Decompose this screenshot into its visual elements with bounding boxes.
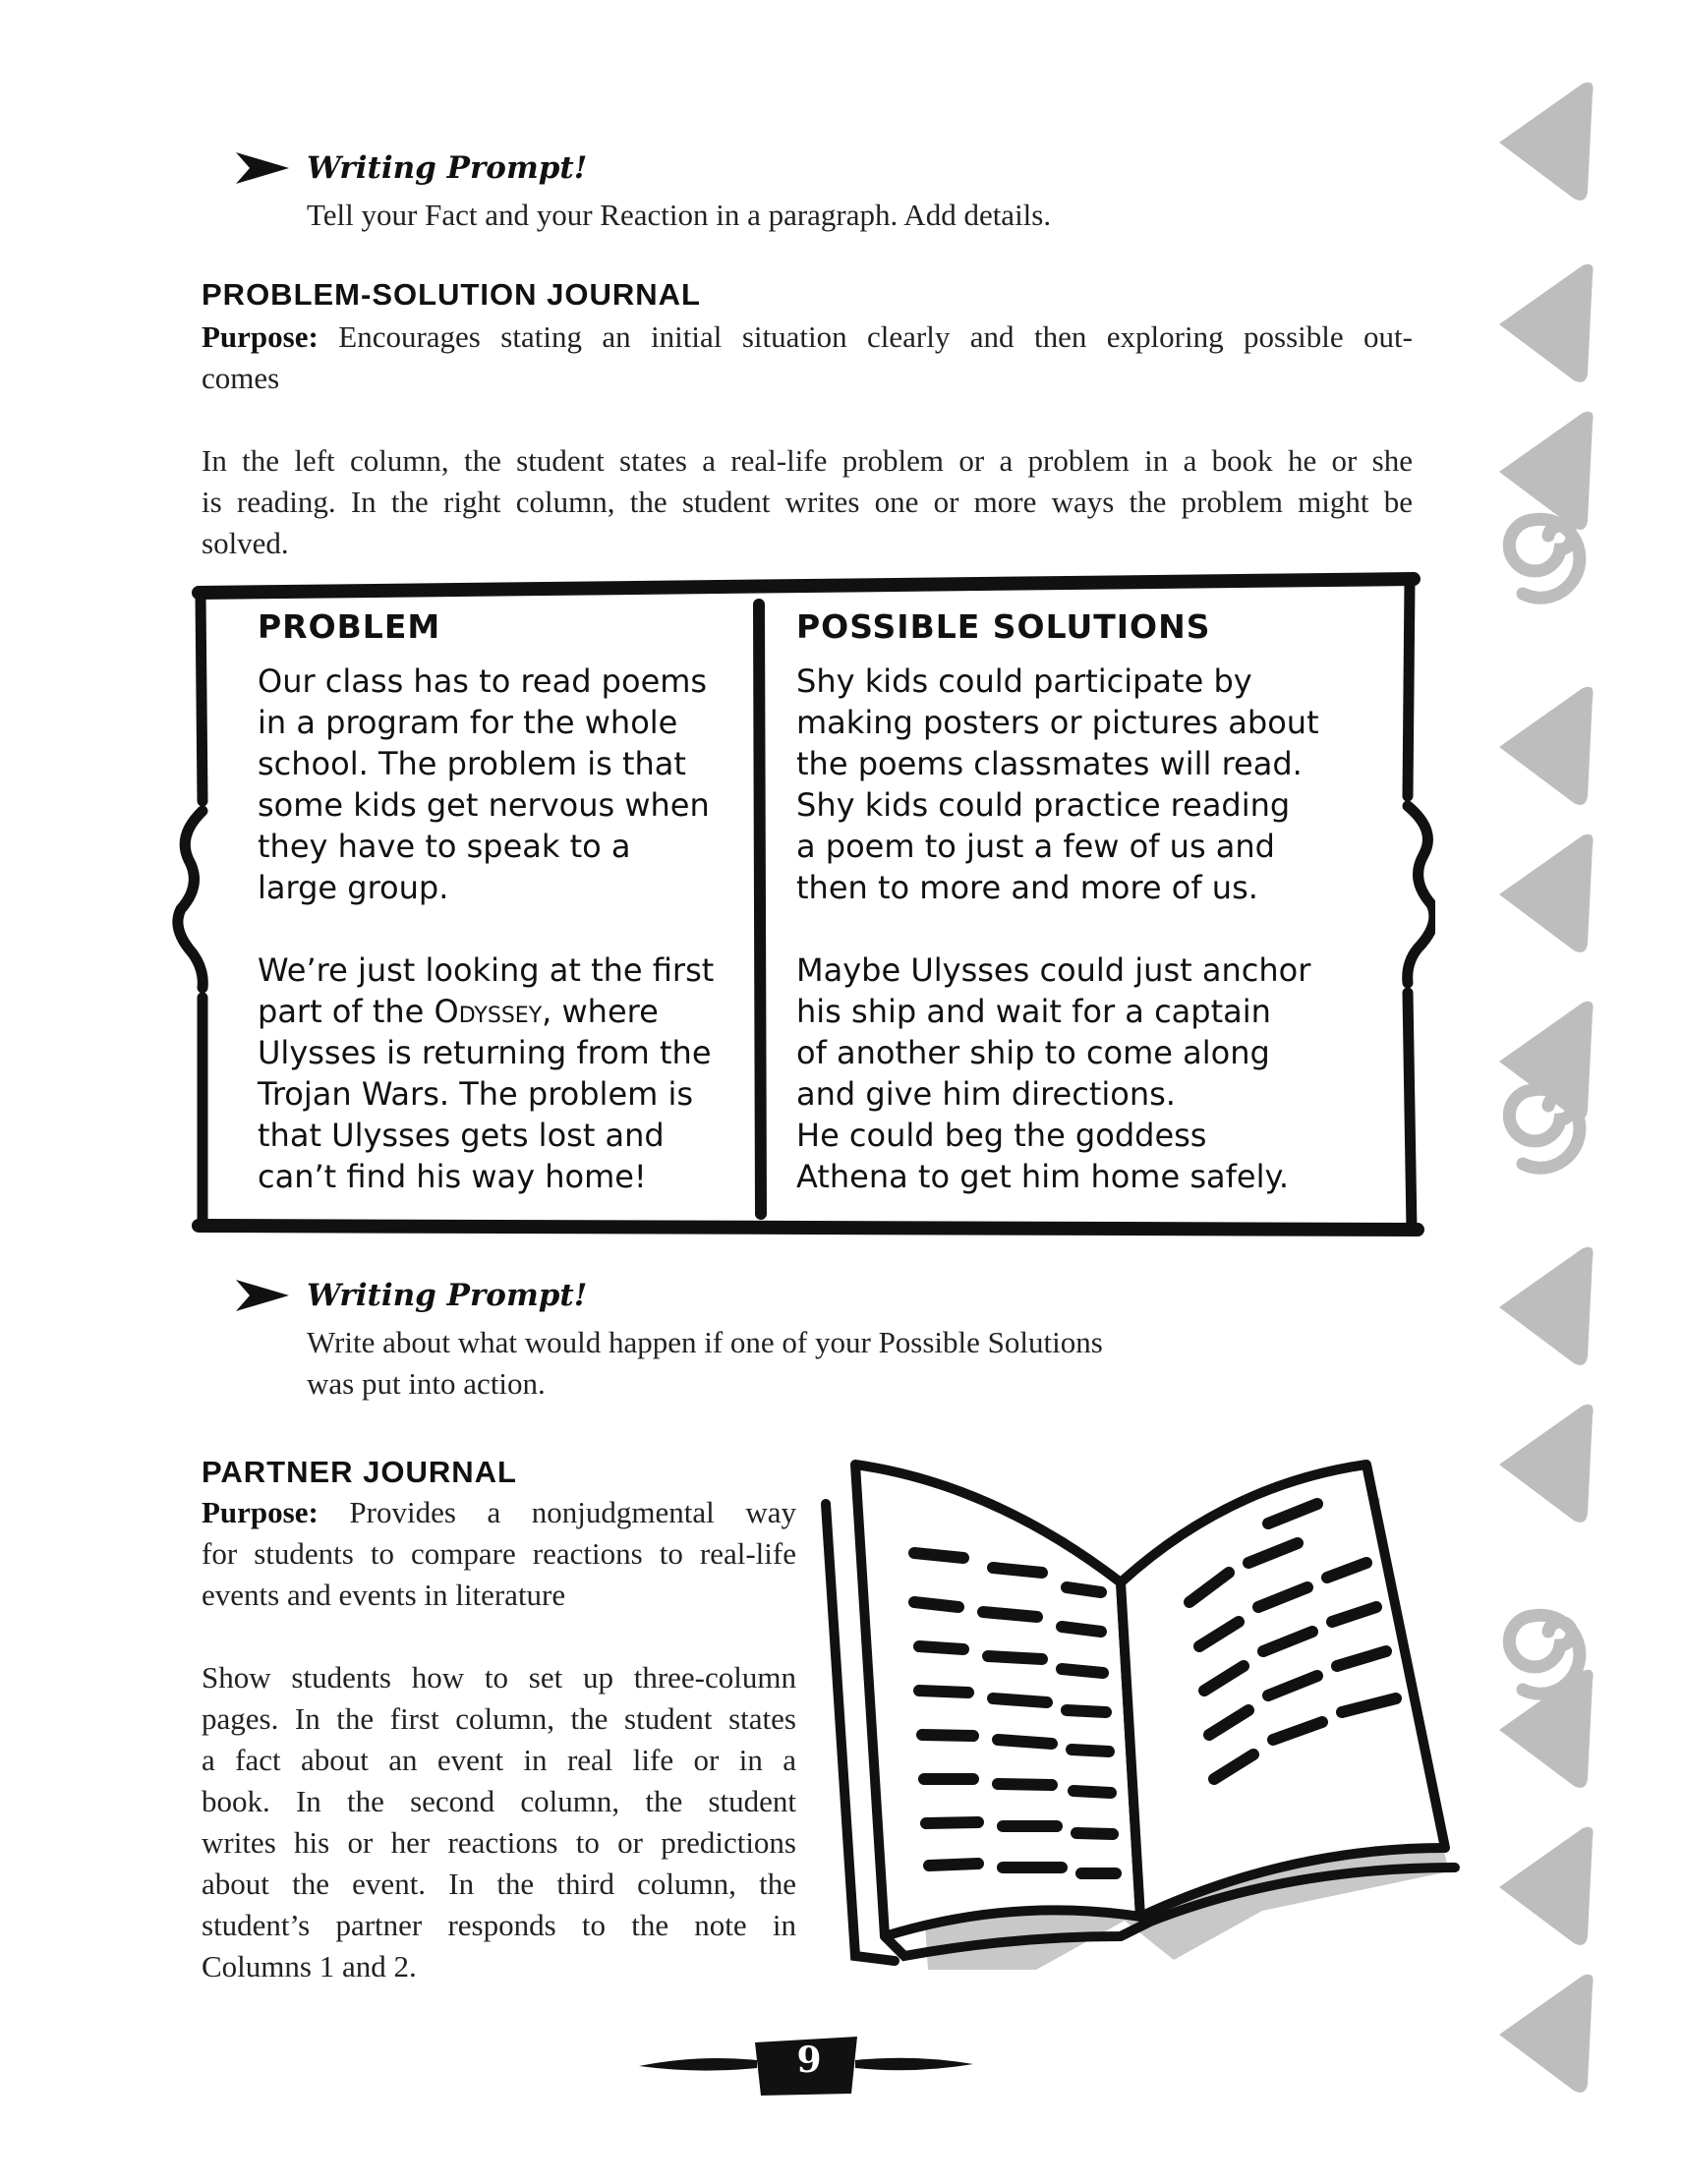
solution-entry-2: Maybe Ulysses could just anchor his ship and wait for a captain of another ship to come along and give him directions. He could beg the goddess Athena to get him home safely. xyxy=(796,951,1311,1195)
section-heading: PROBLEM-SOLUTION JOURNAL xyxy=(202,277,701,312)
body-paragraph: In the left column, the student states a real-life problem or a problem in a book he or she is reading. In the right column, the student writes one or more ways the problem might be solved. xyxy=(202,443,1413,560)
writing-prompt-text: Write about what would happen if one of your Possible Solutions was put into action. xyxy=(307,1325,1103,1401)
triangle-icon xyxy=(1499,412,1594,530)
triangle-icon xyxy=(1499,1975,1594,2093)
problem-entry-2: We’re just looking at the first part of the Odyssey, where Ulysses is returning from the Trojan Wars. The problem is that Ulysses gets lost and can’t find his way home! xyxy=(258,951,715,1195)
spiral-icon xyxy=(1509,1089,1580,1168)
writing-prompt-title: Writing Prompt! xyxy=(307,1278,588,1313)
writing-prompt-text: Tell your Fact and your Reaction in a paragraph. Add details. xyxy=(307,198,1052,232)
column-heading-solutions: POSSIBLE SOLUTIONS xyxy=(796,607,1211,646)
section-heading: PARTNER JOURNAL xyxy=(202,1455,517,1489)
triangle-icon xyxy=(1499,1405,1594,1523)
triangle-icon xyxy=(1499,1247,1594,1365)
column-heading-problem: PROBLEM xyxy=(258,607,441,646)
problem-entry-1: Our class has to read poems in a program for the whole school. The problem is that some kids get nervous when they have to speak to a large group. xyxy=(258,662,710,906)
spiral-icon xyxy=(1509,1615,1580,1694)
book-title: Odyssey xyxy=(434,993,543,1030)
arrow-icon xyxy=(236,152,289,184)
purpose-label: Purpose: xyxy=(202,1495,319,1529)
triangle-icon xyxy=(1499,83,1594,201)
spiral-icon xyxy=(1509,519,1580,598)
open-book-illustration xyxy=(816,1445,1484,1995)
purpose-label: Purpose: xyxy=(202,319,319,354)
arrow-icon xyxy=(236,1280,289,1311)
page-number: 9 xyxy=(796,2040,822,2081)
purpose-paragraph: Purpose: Provides a nonjudgmental way for students to compare reactions to real-life events and events in literature xyxy=(202,1495,796,1612)
triangle-icon xyxy=(1499,687,1594,805)
body-paragraph: Show students how to set up three-column pages. In the first column, the student states a fact about an event in real life or in a book. In the second column, the student writes his or her reactions to or predictions about the event. In the third column, the student’s partner responds to the note in Columns 1 and 2. xyxy=(202,1660,796,1983)
side-decoration xyxy=(1489,79,1647,2103)
triangle-icon xyxy=(1499,834,1594,952)
triangle-icon xyxy=(1499,264,1594,382)
purpose-paragraph: Purpose: Encourages stating an initial situation clearly and then exploring possible out- comes xyxy=(202,319,1413,395)
writing-prompt-title: Writing Prompt! xyxy=(307,150,588,186)
triangle-icon xyxy=(1499,1827,1594,1945)
solution-entry-1: Shy kids could participate by making posters or pictures about the poems classmates will read. Shy kids could practice reading a poem to just a few of us and then to more and more of us. xyxy=(796,662,1319,906)
